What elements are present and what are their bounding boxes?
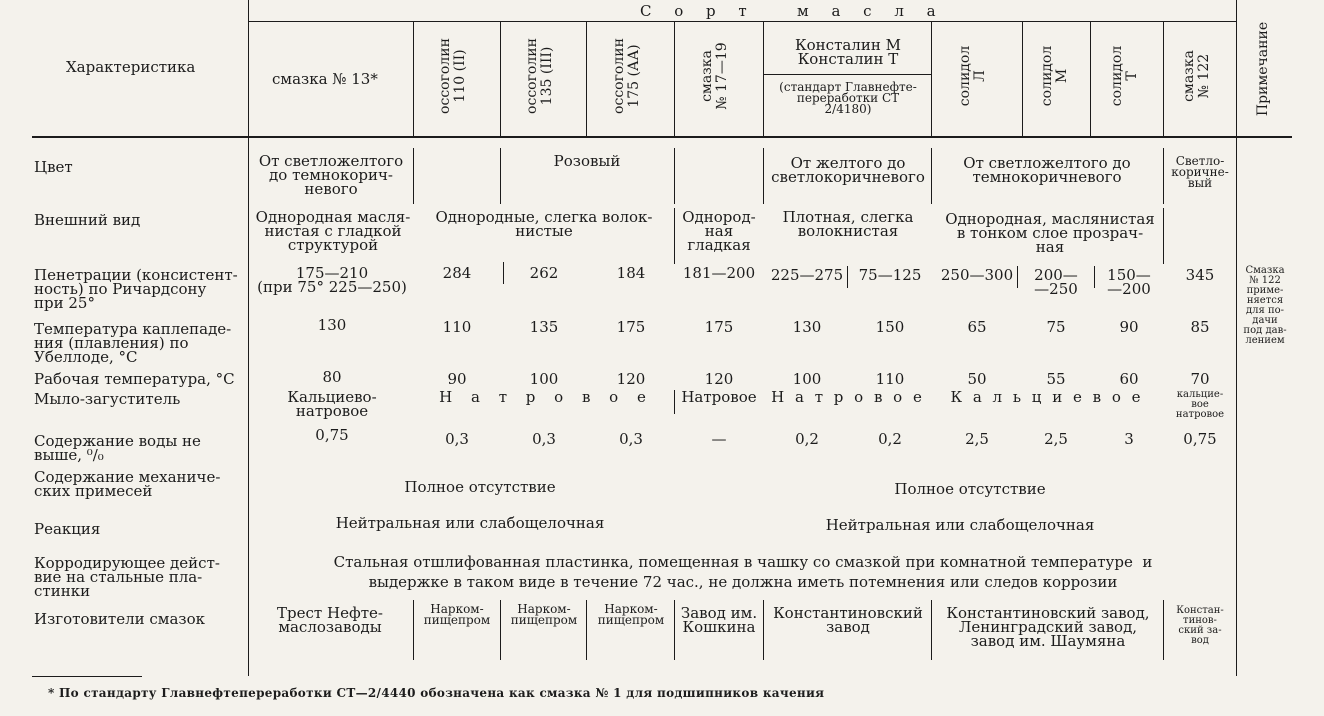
col-divider: [1022, 21, 1023, 137]
cell-makers-oss175: Нарком- пищепром: [597, 602, 665, 627]
body-divider: [1094, 266, 1095, 288]
cell-worktemp-solM: 55: [1046, 370, 1066, 388]
cell-penetration-solT: 150— —200: [1107, 266, 1151, 298]
body-divider: [413, 600, 414, 660]
row-label-water: Содержание воды не выше, ⁰/₀: [34, 432, 201, 464]
cell-soap-oss: Н а т р о в о е: [439, 388, 653, 406]
col-divider: [413, 21, 414, 137]
cell-soap-sol: К а л ь ц и е в о е: [950, 388, 1144, 406]
cell-worktemp-konstM: 100: [792, 370, 822, 388]
row-label-color: Цвет: [34, 158, 73, 176]
cell-color-s122: Светло- коричне- вый: [1171, 154, 1229, 190]
cell-penetration-s122: 345: [1185, 266, 1215, 284]
col-divider: [1163, 21, 1164, 137]
cell-appearance-oss: Однородные, слегка волок- нистые: [435, 208, 653, 240]
body-divider: [1163, 600, 1164, 660]
cell-water-konstT: 0,2: [878, 430, 902, 448]
cell-soap-s122: кальцие- вое натровое: [1175, 389, 1225, 420]
row-label-makers: Изготовители смазок: [34, 610, 205, 628]
cell-worktemp-konstT: 110: [875, 370, 905, 388]
cell-makers-sol: Константиновский завод, Ленинградский завод, завод им. Шаумяна: [946, 604, 1150, 650]
header-note: Примечание: [1255, 21, 1271, 117]
header-col-solidol-t: солидол Т: [1109, 45, 1140, 107]
cell-color-c13: От светложелтого до темнокорич- невого: [258, 152, 404, 198]
cell-penetration-c13: 175—210 (при 75° 225—250): [257, 264, 407, 296]
row-label-reaction: Реакция: [34, 520, 101, 538]
cell-impurities-right: Полное отсутствие: [894, 480, 1046, 498]
cell-penetration-konstM: 225—275: [770, 266, 844, 284]
cell-water-solM: 2,5: [1044, 430, 1068, 448]
header-bottom-rule: [32, 136, 1292, 138]
row-label-impurities: Содержание механиче- ских примесей: [34, 468, 221, 500]
cell-water-konstM: 0,2: [795, 430, 819, 448]
header-characteristic: Характеристика: [66, 58, 196, 76]
cell-penetration-oss175: 184: [616, 264, 646, 282]
cell-penetration-oss135: 262: [529, 264, 559, 282]
footnote: * По стандарту Главнефтепереработки СТ—2/4440 обозначена как смазка № 1 для подшипников качения: [48, 686, 825, 700]
cell-drop-oss135: 135: [529, 318, 559, 336]
col-divider: [1090, 21, 1091, 137]
cell-drop-oss175: 175: [616, 318, 646, 336]
col-divider: [248, 0, 249, 676]
row-label-appearance: Внешний вид: [34, 211, 141, 229]
cell-water-c13: 0,75: [315, 426, 349, 444]
cell-appearance-c13: Однородная масля- нистая с гладкой структурой: [255, 208, 411, 254]
col-divider: [1236, 0, 1237, 676]
cell-drop-s122: 85: [1190, 318, 1210, 336]
body-divider: [674, 148, 675, 204]
cell-soap-s1719: Натровое: [681, 388, 757, 406]
cell-water-s122: 0,75: [1183, 430, 1217, 448]
body-divider: [500, 148, 501, 204]
header-col-smazka-17-19: смазка № 17—19: [699, 42, 730, 110]
cell-makers-konst: Константиновский завод: [773, 604, 923, 636]
cell-soap-c13: Кальциево- натровое: [287, 388, 377, 420]
header-col-smazka-13: смазка № 13*: [272, 70, 378, 88]
cell-makers-c13: Трест Нефте- маслозаводы: [277, 604, 383, 636]
col-divider: [931, 21, 932, 137]
cell-makers-s1719: Завод им. Кошкина: [680, 604, 758, 636]
cell-water-oss110: 0,3: [445, 430, 469, 448]
cell-soap-konst: Н а т р о в о е: [771, 388, 925, 406]
header-col-solidol-l: солидол Л: [957, 45, 988, 107]
row-label-work-temp: Рабочая температура, °С: [34, 370, 235, 388]
cell-drop-c13: 130: [317, 316, 347, 334]
cell-worktemp-oss110: 90: [447, 370, 467, 388]
cell-worktemp-solL: 50: [967, 370, 987, 388]
header-col-konstalin: Консталин М Консталин Т: [795, 36, 901, 68]
cell-drop-solL: 65: [967, 318, 987, 336]
header-col-ossogolin-135: оссоголин 135 (III): [524, 38, 555, 114]
cell-water-oss175: 0,3: [619, 430, 643, 448]
body-divider: [413, 148, 414, 204]
cell-penetration-konstT: 75—125: [858, 266, 922, 284]
cell-penetration-solL: 250—300: [940, 266, 1014, 284]
cell-water-s1719: —: [711, 430, 727, 448]
cell-appearance-sol: Однородная, маслянистая в тонком слое прозрач- ная: [945, 210, 1155, 256]
cell-worktemp-s1719: 120: [704, 370, 734, 388]
col-divider: [586, 21, 587, 137]
cell-appearance-s1719: Однород- ная гладкая: [682, 208, 756, 254]
cell-makers-oss110: Нарком- пищепром: [423, 602, 491, 627]
cell-drop-oss110: 110: [442, 318, 472, 336]
cell-drop-solM: 75: [1046, 318, 1066, 336]
konstalin-sub-rule: [763, 74, 931, 75]
cell-water-solL: 2,5: [965, 430, 989, 448]
cell-worktemp-c13: 80: [322, 368, 342, 386]
body-divider: [763, 148, 764, 204]
footnote-rule: [32, 676, 142, 677]
row-label-soap: Мыло-загуститель: [34, 390, 181, 408]
body-divider: [931, 148, 932, 204]
col-divider: [763, 21, 764, 137]
header-col-konstalin-standard: (стандарт Главнефте- переработки СТ 2/4180): [779, 80, 917, 116]
col-divider: [674, 21, 675, 137]
header-col-solidol-m: солидол М: [1039, 45, 1070, 107]
body-divider: [931, 600, 932, 660]
cell-worktemp-solT: 60: [1119, 370, 1139, 388]
cell-drop-solT: 90: [1119, 318, 1139, 336]
cell-reaction-right: Нейтральная или слабощелочная: [825, 516, 1095, 534]
body-divider: [1163, 148, 1164, 204]
cell-corrosion-text: Стальная отшлифованная пластинка, помещенная в чашку со смазкой при комнатной температуре и выдержке в таком виде в течение 72 час., не должна иметь потемнения или следов коррозии: [333, 553, 1153, 591]
cell-water-oss135: 0,3: [532, 430, 556, 448]
cell-water-solT: 3: [1124, 430, 1134, 448]
cell-impurities-left: Полное отсутствие: [404, 478, 556, 496]
row-label-drop-point: Температура каплепаде- ния (плавления) по Убеллоде, °С: [34, 320, 232, 366]
cell-color-oss: Розовый: [553, 152, 621, 170]
cell-reaction-left: Нейтральная или слабощелочная: [335, 514, 605, 532]
body-divider: [586, 600, 587, 660]
header-top-rule: [248, 21, 1236, 22]
cell-drop-konstM: 130: [792, 318, 822, 336]
header-col-smazka-122: смазка № 122: [1181, 50, 1212, 102]
cell-penetration-s1719: 181—200: [682, 264, 756, 282]
body-divider: [674, 208, 675, 264]
body-divider: [500, 600, 501, 660]
header-col-ossogolin-175: оссоголин 175 (АА): [611, 38, 642, 114]
cell-color-sol: От светложелтого до темнокоричневого: [963, 154, 1131, 186]
cell-drop-s1719: 175: [704, 318, 734, 336]
cell-makers-oss135: Нарком- пищепром: [510, 602, 578, 627]
cell-penetration-oss110: 284: [442, 264, 472, 282]
cell-appearance-konst: Плотная, слегка волокнистая: [782, 208, 914, 240]
cell-worktemp-oss135: 100: [529, 370, 559, 388]
cell-worktemp-oss175: 120: [616, 370, 646, 388]
row-label-corrosion: Корродирующее дейст- вие на стальные пла- стинки: [34, 554, 220, 600]
cell-penetration-solM: 200— —250: [1034, 266, 1078, 298]
header-col-ossogolin-110: оссоголин 110 (II): [437, 38, 468, 114]
note-text: Смазка № 122 приме- няется для по- дачи под дав- лением: [1243, 265, 1287, 346]
row-label-penetration: Пенетрации (консистент- ность) по Ричардсону при 25°: [34, 266, 238, 312]
cell-color-konst: От желтого до светлокоричневого: [771, 154, 925, 186]
cell-drop-konstT: 150: [875, 318, 905, 336]
cell-worktemp-s122: 70: [1190, 370, 1210, 388]
header-sort: С о р т м а с л а: [640, 2, 945, 20]
cell-makers-s122: Констан- тинов- ский за- вод: [1176, 605, 1224, 646]
col-divider: [500, 21, 501, 137]
